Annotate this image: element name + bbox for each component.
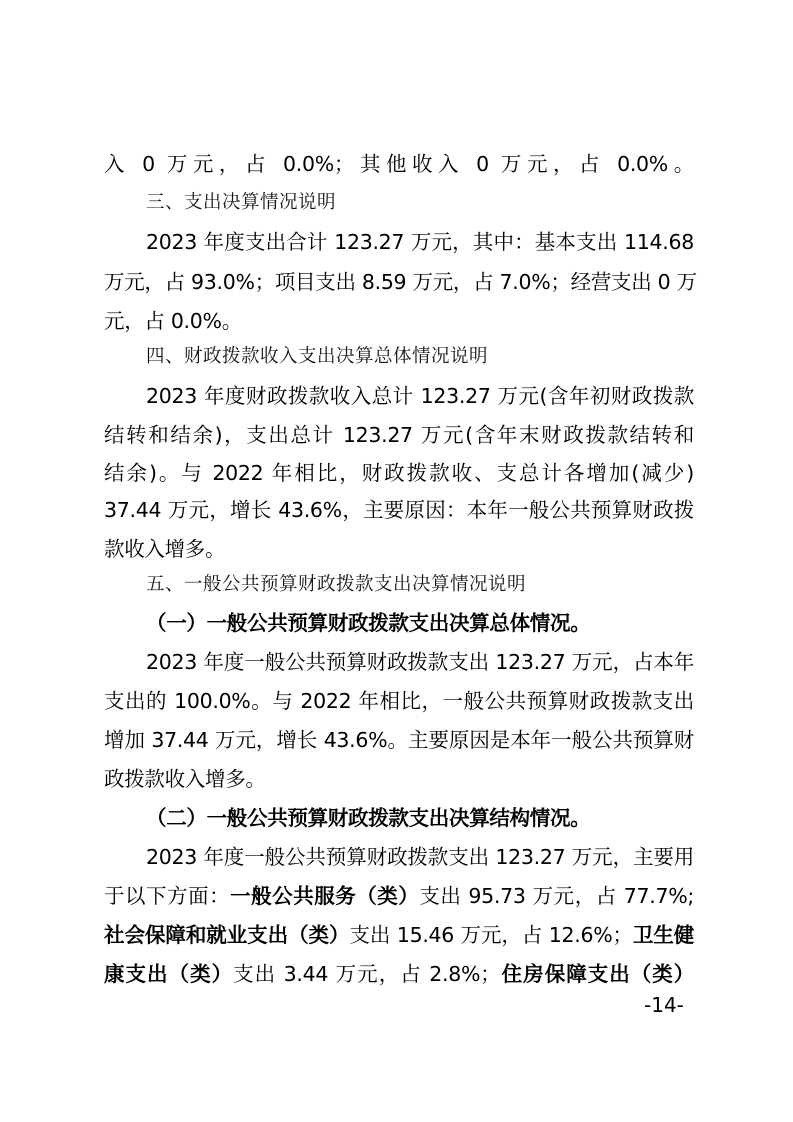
paragraph-line-mixed: [104, 954, 694, 994]
paragraph-line-mixed: [104, 915, 694, 955]
category-term: 社会保障和就业支出（类）: [104, 923, 350, 947]
paragraph-line: 万元，占 93.0%；项目支出 8.59 万元，占 7.0%；经营支出 0 万: [104, 270, 697, 294]
paragraph-line: 增加 37.44 万元，增长 43.6%。主要原因是本年一般公共预算财: [104, 728, 694, 752]
paragraph-line: 结转和结余)，支出总计 123.27 万元(含年末财政拨款结转和: [104, 423, 694, 447]
section-heading-5: 五、一般公共预算财政拨款支出决算情况说明: [146, 574, 527, 595]
category-term: 一般公共服务（类）: [230, 884, 420, 908]
paragraph-line: 元，占 0.0%。: [104, 309, 242, 333]
paragraph-line: 结余)。与 2022 年相比，财政拨款收、支总计各增加(减少): [104, 461, 694, 485]
paragraph-line: 支出的 100.0%。与 2022 年相比，一般公共预算财政拨款支出: [104, 689, 694, 713]
paragraph-line-mixed: [104, 876, 694, 916]
subsection-heading-1: （一）一般公共预算财政拨款支出决算总体情况。: [146, 611, 591, 635]
paragraph-line: 款收入增多。: [104, 537, 226, 561]
category-term: 卫生健: [632, 923, 694, 947]
paragraph-line: 2023 年度支出合计 123.27 万元，其中：基本支出 114.68: [146, 230, 694, 254]
text-run: 于以下方面：: [104, 884, 231, 908]
paragraph-line: 2023 年度财政拨款收入总计 123.27 万元(含年初财政拨款: [146, 384, 694, 408]
subsection-heading-2: （二）一般公共预算财政拨款支出决算结构情况。: [146, 806, 591, 830]
page-number: -14-: [644, 993, 684, 1017]
paragraph-line: 37.44 万元，增长 43.6%，主要原因：本年一般公共预算财政拨: [104, 498, 694, 522]
section-heading-4: 四、财政拨款收入支出决算总体情况说明: [146, 346, 489, 367]
category-term: 住房保障支出（类）: [500, 962, 694, 986]
paragraph-line: 2023 年度一般公共预算财政拨款支出 123.27 万元，占本年: [146, 650, 694, 674]
text-run: 支出 3.44 万元，占 2.8%；: [233, 962, 501, 986]
paragraph-line: 政拨款收入增多。: [104, 767, 266, 791]
text-run: 支出 15.46 万元，占 12.6%；: [349, 923, 633, 947]
paragraph-line: 入 0 万元，占 0.0%；其他收入 0 万元，占 0.0%。: [104, 152, 694, 176]
text-run: 支出 95.73 万元，占 77.7%;: [419, 884, 694, 908]
paragraph-line: 2023 年度一般公共预算财政拨款支出 123.27 万元，主要用: [146, 845, 694, 869]
category-term: 康支出（类）: [104, 962, 234, 986]
section-heading-3: 三、支出决算情况说明: [146, 192, 337, 213]
